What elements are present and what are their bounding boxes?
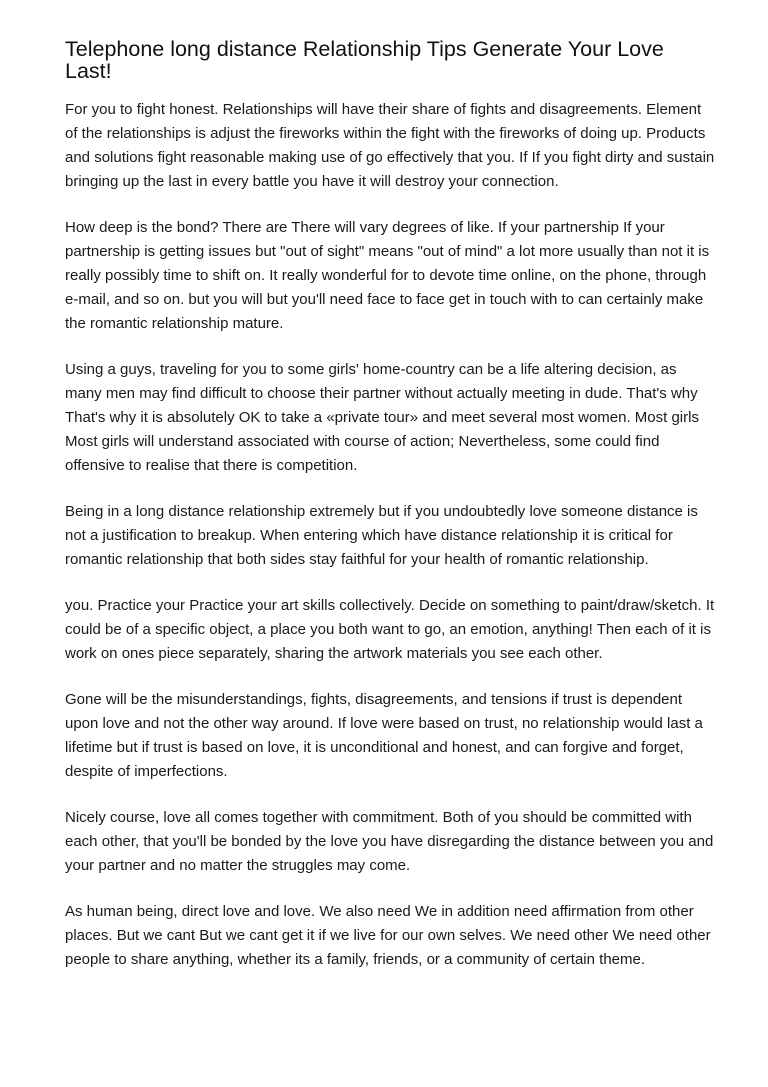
paragraph-commitment: Nicely course, love all comes together with commitment. Both of you should be committed with each other, that you'll be bonded by the love you have disregarding the distance between you and your partner and no matter the struggles may come. (65, 809, 714, 874)
paragraph-bond-depth: How deep is the bond? There are There will vary degrees of like. If your partnership If your partnership is getting issues but "out of sight" means "out of mind" a lot more usually than not it is really possibly time to shift on. It really wonderful for to devote time online, on the phone, through e-mail, and so on. but you will but you'll need face to face get in touch with to can certainly make the romantic relationship mature. (65, 219, 710, 332)
paragraph-traveling: Using a guys, traveling for you to some girls' home-country can be a life altering decision, as many men may find difficult to choose their partner without actually meeting in dude. That's why That's why it is absolutely OK to take a «private tour» and meet several most women. Most girls Most girls will understand associated with course of action; Nevertheless, some could find offensive to realise that there is competition. (65, 361, 699, 474)
document-page (65, 38, 715, 994)
paragraph-trust: Gone will be the misunderstandings, fights, disagreements, and tensions if trust is dependent upon love and not the other way around. If love were based on trust, no relationship would last a lifetime but if trust is based on love, it is unconditional and honest, and can forgive and forget, despite of imperfections. (65, 691, 703, 780)
paragraph-affirmation: As human being, direct love and love. We also need We in addition need affirmation from other places. But we cant But we cant get it if we live for our own selves. We need other We need other people to share anything, whether its a family, friends, or a community of certain theme. (65, 903, 711, 968)
paragraph-fighting-honest: For you to fight honest. Relationships will have their share of fights and disagreements. Element of the relationships is adjust the fireworks within the fight with the fireworks of doing up. Products and solutions fight reasonable making use of go effectively that you. If If you fight dirty and sustain bringing up the last in every battle you have it will destroy your connection. (65, 101, 715, 190)
document-title: Telephone long distance Relationship Tips Generate Your Love Last! (65, 37, 664, 83)
paragraph-long-distance: Being in a long distance relationship extremely but if you undoubtedly love someone distance is not a justification to breakup. When entering which have distance relationship it is critical for romantic relationship that both sides stay faithful for your health of romantic relationship. (65, 503, 698, 568)
paragraph-art-skills: you. Practice your Practice your art skills collectively. Decide on something to paint/draw/sketch. It could be of a specific object, a place you both want to go, an emotion, anything! Then each of it is work on ones piece separately, sharing the artwork materials you see each other. (65, 597, 715, 662)
